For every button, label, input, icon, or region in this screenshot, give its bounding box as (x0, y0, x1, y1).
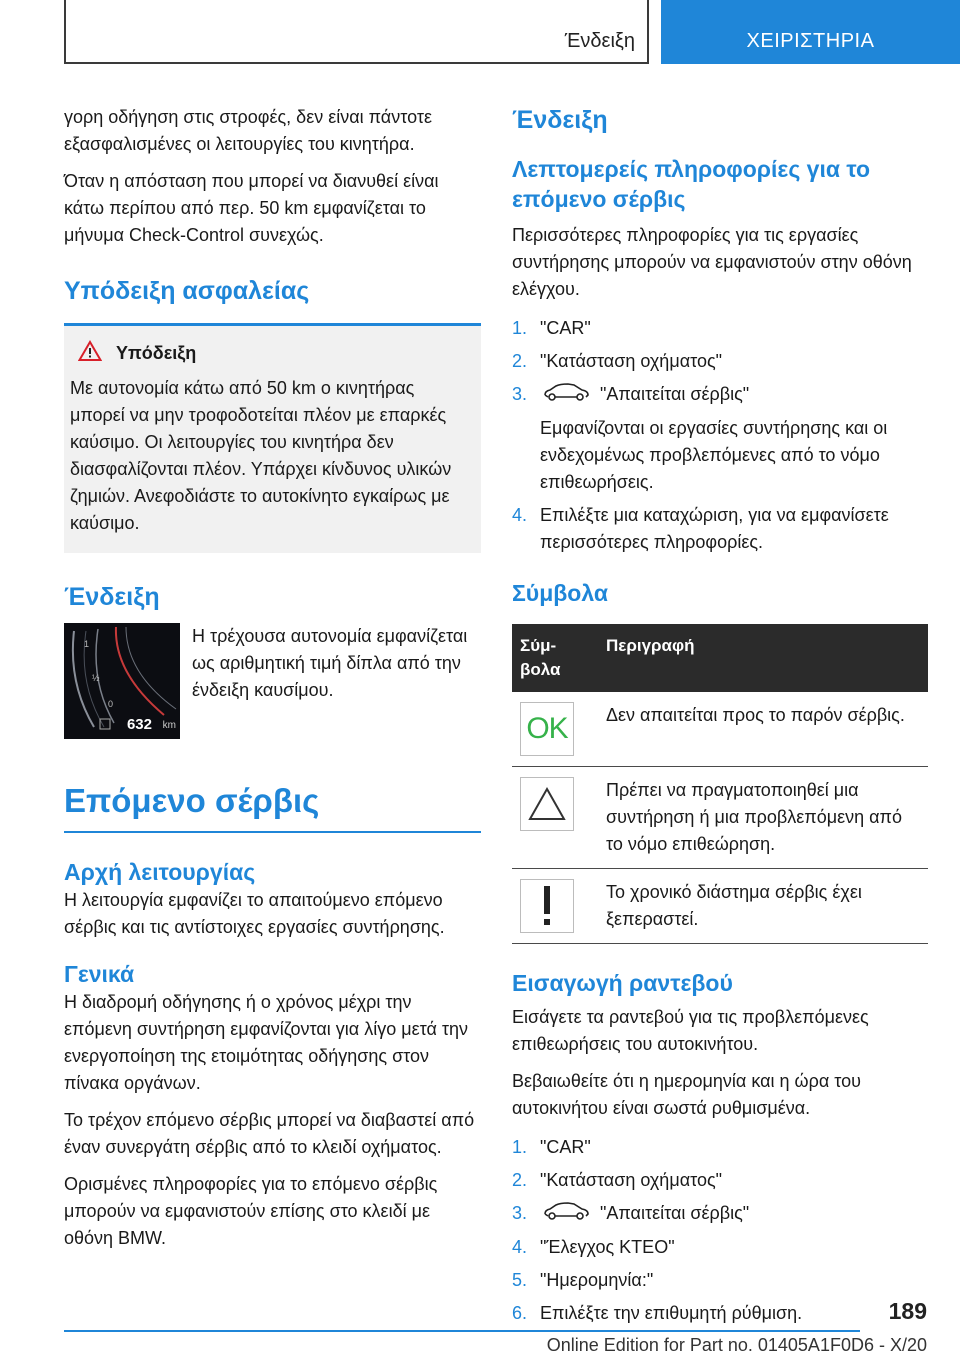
fuel-gauge-image (64, 623, 180, 739)
step-text: "Απαιτείται σέρβις" (600, 384, 750, 404)
details-text: Περισσότερες πληροφορίες για τις εργασίες συντήρησης μπορούν να εμφανιστούν στην οθόνη ελέγχου. (512, 225, 912, 299)
service-rule (64, 831, 481, 833)
right-column (512, 104, 928, 1333)
intro-paragraph-2: Όταν η απόσταση που μπορεί να διανυθεί είναι κάτω περίπου από περ. 50 km εμφανίζεται το μήνυμα Check-Control συνεχώς. (64, 171, 439, 245)
header-section-label: Ένδειξη (564, 30, 635, 52)
gauge-mark-half: ½ (92, 673, 100, 683)
table-header-symbol: Σύμ-βολα (512, 624, 598, 692)
list-item (512, 381, 928, 496)
list-item (512, 502, 928, 556)
step-text: "CAR" (540, 318, 591, 338)
step-number: 4. (512, 1236, 528, 1257)
step-number: 5. (512, 1269, 528, 1290)
display-text: Η τρέχουσα αυτονομία εμφανίζεται ως αριθμητική τιμή δίπλα από την ένδειξη καυσίμου. (192, 626, 468, 700)
service-heading: Επόμενο σέρβις (64, 782, 320, 819)
table-row (512, 692, 928, 767)
step-text: "Απαιτείται σέρβις" (600, 1202, 750, 1223)
gauge-range-value: 632 (126, 716, 152, 733)
list-item (512, 1267, 928, 1294)
list-item (512, 1300, 928, 1327)
appointments-paragraph-2: Βεβαιωθείτε ότι η ημερομηνία και η ώρα του αυτοκινήτου είναι σωστά ρυθμισμένα. (512, 1070, 861, 1118)
general-paragraph-1: Η διαδρομή οδήγησης ή ο χρόνος μέχρι την επόμενη συντήρηση εμφανίζονται για λίγο μετά την ενεργοποίηση της ετοιμότητας οδήγησης στον πίνακα οργάνων. (64, 992, 468, 1093)
step-subtext: Εμφανίζονται οι εργασίες συντήρησης και οι ενδεχομένως προβλεπόμενες από το νόμο επιθεωρήσεις. (540, 417, 888, 492)
symbols-table (512, 624, 928, 944)
intro-paragraph-1: γορη οδήγηση στις στροφές, δεν είναι πάντοτε εξασφαλισμένες οι λειτουργίες του κινητήρα. (64, 107, 432, 154)
gauge-mark-0: 0 (108, 699, 114, 709)
table-cell: Το χρονικό διάστημα σέρβις έχει ξεπεραστεί. (598, 868, 928, 943)
display-section (64, 623, 481, 739)
step-text: "CAR" (540, 1136, 591, 1157)
step-text: Επιλέξτε την επιθυμητή ρύθμιση. (540, 1302, 803, 1323)
warning-text: Με αυτονομία κάτω από 50 km ο κινητήρας μπορεί να μην τροφοδοτείται πλέον με επαρκές καύσιμο. Οι λειτουργίες του κινητήρα δεν διασφαλίζονται πλέον. Υπάρχει κίνδυνος υλικών ζημιών. Ανεφοδιάστε το αυτοκίνητο εγκαίρως με καύσιμο. (70, 378, 452, 533)
step-number: 4. (512, 504, 528, 525)
warning-title: Υπόδειξη (116, 343, 197, 363)
general-heading: Γενικά (64, 961, 135, 987)
warning-triangle-icon (78, 340, 102, 367)
gauge-range-unit: km (162, 720, 176, 731)
step-number: 1. (512, 318, 528, 338)
table-row (512, 868, 928, 943)
warning-header (78, 340, 473, 367)
step-number: 3. (512, 384, 528, 404)
car-service-icon (542, 1201, 590, 1228)
details-steps (512, 315, 928, 556)
warning-triangle-icon (520, 777, 574, 831)
appointments-heading: Εισαγωγή ραντεβού (512, 969, 733, 996)
footer-rule (64, 1330, 860, 1332)
general-paragraph-2: Το τρέχον επόμενο σέρβις μπορεί να διαβαστεί από έναν συνεργάτη σέρβις από το κλειδί οχήματος. (64, 1110, 475, 1157)
safety-heading: Υπόδειξη ασφαλείας (64, 277, 310, 305)
list-item (512, 1234, 928, 1261)
right-display-heading: Ένδειξη (512, 106, 608, 134)
ok-icon: OK (520, 702, 574, 756)
table-cell: Δεν απαιτείται προς το παρόν σέρβις. (598, 692, 928, 767)
page-number: 189 (888, 1298, 927, 1324)
step-number: 1. (512, 1136, 528, 1157)
step-text: "Έλεγχος ΚΤΕΟ" (540, 1236, 675, 1257)
principle-text: Η λειτουργία εμφανίζει το απαιτούμενο επόμενο σέρβις και τις αντίστοιχες εργασίες συντήρησης. (64, 890, 445, 937)
step-number: 6. (512, 1302, 528, 1323)
list-item (512, 1200, 928, 1228)
gauge-mark-1: 1 (84, 639, 90, 649)
list-item (512, 315, 928, 342)
footer-edition: Online Edition for Part no. 01405A1F0D6 - X/20 (546, 1335, 927, 1355)
step-text: "Κατάσταση οχήματος" (540, 1169, 723, 1190)
table-header-description: Περιγραφή (598, 624, 928, 692)
step-number: 3. (512, 1202, 528, 1223)
appointments-paragraph-1: Εισάγετε τα ραντεβού για τις προβλεπόμενες επιθεωρήσεις του αυτοκινήτου. (512, 1006, 869, 1054)
step-body (540, 381, 928, 496)
header-chapter-tab (661, 0, 960, 64)
appointments-steps (512, 1134, 928, 1327)
step-text: "Κατάσταση οχήματος" (540, 351, 723, 371)
display-heading: Ένδειξη (64, 583, 160, 611)
exclamation-icon (520, 879, 574, 933)
list-item (512, 1134, 928, 1161)
list-item (512, 1167, 928, 1194)
details-heading: Λεπτομερείς πληροφορίες για το επόμενο σέρβις (512, 156, 871, 212)
step-body (540, 1200, 749, 1228)
step-number: 2. (512, 1169, 528, 1190)
step-text: Επιλέξτε μια καταχώριση, για να εμφανίσετε περισσότερες πληροφορίες. (540, 504, 889, 552)
step-text: "Ημερομηνία:" (540, 1269, 654, 1290)
step-number: 2. (512, 351, 528, 371)
table-cell: Πρέπει να πραγματοποιηθεί μια συντήρηση ή μια προβλεπόμενη από το νόμο επιθεώρηση. (598, 766, 928, 868)
table-row (512, 766, 928, 868)
principle-heading: Αρχή λειτουργίας (64, 859, 256, 885)
header-chapter-label: ΧΕΙΡΙΣΤΗΡΙΑ (746, 30, 875, 52)
general-paragraph-3: Ορισμένες πληροφορίες για το επόμενο σέρβις μπορούν να εμφανιστούν επίσης στο κλειδί με οθόνη BMW. (64, 1174, 438, 1248)
header-section-tab (64, 0, 649, 64)
car-service-icon (542, 382, 590, 409)
symbols-heading: Σύμβολα (512, 579, 608, 606)
list-item (512, 348, 928, 375)
left-column (64, 104, 481, 1262)
warning-box (64, 326, 481, 553)
